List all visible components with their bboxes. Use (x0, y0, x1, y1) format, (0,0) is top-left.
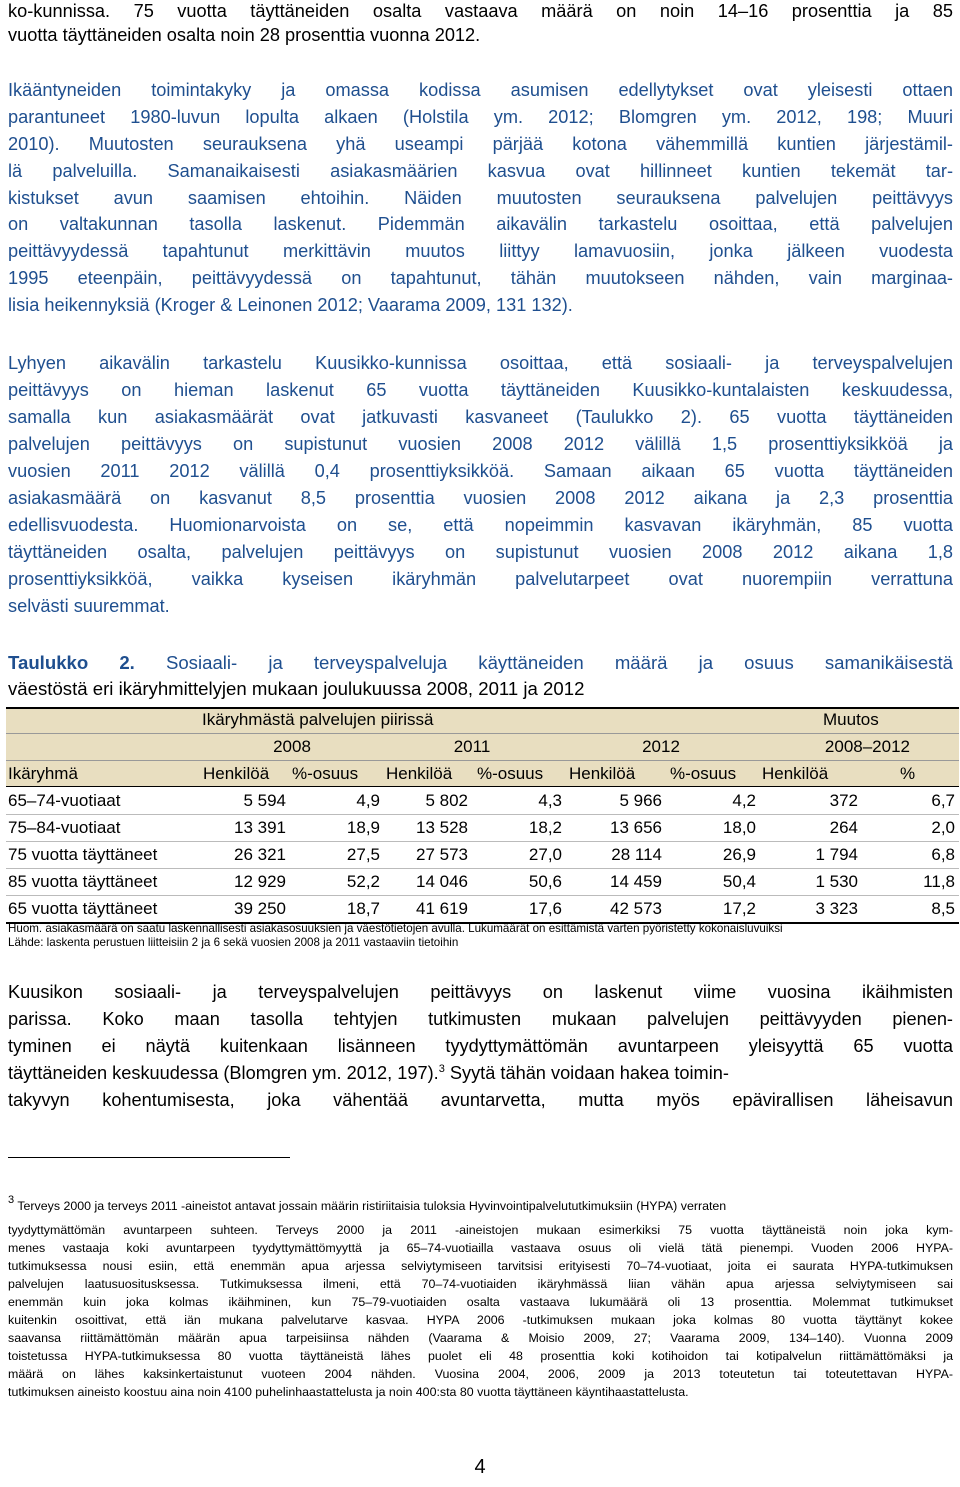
text-line (8, 1062, 729, 1084)
table-cell: 3 323 (815, 899, 858, 918)
table-cell: 52,2 (346, 872, 380, 891)
text-segment: Terveys 2000 ja terveys 2011 -aineistot antavat jossain määrin ristiriitaisia tuloksia Hyvinvointipalvelututkimuksiin (HYPA) verraten (14, 1199, 727, 1213)
col-header: %-osuus (477, 764, 544, 783)
text-line: prosenttiyksikköä, vaikka kyseisen ikäryhmän palvelutarpeet ovat nuorempiin verrattuna (8, 569, 953, 589)
table-cell: 4,9 (356, 791, 380, 810)
table-cell: 39 250 (234, 899, 286, 918)
text-line: vuotta täyttäneiden osalta noin 28 prosenttia vuonna 2012. (8, 25, 481, 45)
row-label: 65 vuotta täyttäneet (8, 899, 158, 918)
text-segment: Syytä tähän voidaan hakea toimin- (444, 1063, 729, 1083)
row-rule (6, 841, 959, 842)
text-line: kistukset avun saamisen ehtoihin. Näiden muutosten seurauksena palvelujen peittävyys (8, 188, 953, 208)
caption-line (8, 652, 953, 674)
table-cell: 1 794 (815, 845, 858, 864)
table-cell: 18,7 (346, 899, 380, 918)
table-cell: 4,3 (538, 791, 562, 810)
row-rule (6, 814, 959, 815)
header-bottom-rule (6, 786, 959, 787)
table-cell: 5 966 (619, 791, 662, 810)
table-note: Huom. asiakasmäärä on saatu laskennallisesti asiakasosuuksien ja väestötietojen avulla. Lukumäärät on esittämistä varten pyöristetty kokonaisluvuiksi (8, 922, 783, 935)
text-line: 1995 eteenpäin, peittävyydessä on tapahtunut, tähän muutokseen nähden, vain marginaa- (8, 268, 953, 288)
table-cell: 28 114 (611, 845, 662, 864)
col-header: %-osuus (670, 764, 737, 783)
text-line: peittävyys on hieman laskenut 65 vuotta täyttäneiden Kuusikko-kuntalaisten keskuudessa, (8, 380, 953, 400)
table-cell: 14 459 (610, 872, 662, 891)
footnote-line (8, 1194, 727, 1214)
table-top-rule (6, 707, 959, 709)
col-header: Henkilöä (569, 764, 636, 783)
group-header: Ikäryhmästä palvelujen piirissä (202, 710, 434, 729)
table-cell: 8,5 (931, 899, 955, 918)
header-rule (6, 760, 959, 761)
table-cell: 13 391 (234, 818, 286, 837)
table-cell: 13 656 (610, 818, 662, 837)
text-line: takyvyn kohentumisesta, joka vähentää avuntarvetta, mutta myös epävirallisen läheisavun (8, 1090, 953, 1110)
header-rule (6, 733, 959, 734)
text-line: parissa. Koko maan tasolla tehtyjen tutkimusten mukaan palvelujen peittävyyden pienen- (8, 1009, 953, 1029)
change-header: Muutos (823, 710, 879, 729)
row-label: 85 vuotta täyttäneet (8, 872, 158, 891)
table-cell: 12 929 (234, 872, 286, 891)
footnote-line: enemmän kuin joka kolmas ikäihminen, kun 75–79-vuotiaiden osalta vastaava lukumäärä oli 13 prosenttia. Molemmat tutkimukset (8, 1295, 953, 1309)
footnote-line: tutkimuksessa nousi esiin, että enemmän apua arjessa selviytymiseen tarvitsisi erityisesti 70–74-vuotiaat, joita ei saurata HYPA-tutkimuksen (8, 1259, 953, 1273)
row-rule (6, 868, 959, 869)
footnote-reference: 3 (438, 1063, 445, 1075)
text-line: parantuneet 1980-luvun lopulta alkaen (Holstila ym. 2012; Blomgren ym. 2012, 198; Muuri (8, 107, 953, 127)
year-header: 2011 (453, 737, 491, 756)
text-line: lä palveluilla. Samanaikaisesti asiakasmäärien kasvua ovat hillinneet kuntien tekemät tar- (8, 161, 953, 181)
text-line: asiakasmäärä on kasvanut 8,5 prosenttia vuosien 2008 2012 aikana ja 2,3 prosenttia (8, 488, 953, 508)
table-cell: 6,8 (931, 845, 955, 864)
table-cell: 5 802 (425, 791, 468, 810)
row-rule (6, 895, 959, 896)
text-line: edellisvuodesta. Huomionarvoista on se, että nopeimmin kasvavan ikäryhmän, 85 vuotta (8, 515, 953, 535)
year-header: 2008 (273, 737, 311, 756)
footnote-number: 3 (8, 1194, 15, 1206)
text-line: lisia heikennyksiä (Kroger & Leinonen 2012; Vaarama 2009, 131 132). (8, 295, 573, 315)
text-line: vuosien 2011 2012 välillä 0,4 prosenttiyksikköä. Samaan aikaan 65 vuotta täyttäneiden (8, 461, 953, 481)
table-cell: 41 619 (416, 899, 468, 918)
table-cell: 372 (829, 791, 858, 810)
table-cell: 1 530 (815, 872, 858, 891)
row-label: 65–74-vuotiaat (8, 791, 121, 810)
col-header: Henkilöä (762, 764, 829, 783)
text-line: ko-kunnissa. 75 vuotta täyttäneiden osalta vastaava määrä on noin 14–16 prosenttia ja 85 (8, 1, 953, 21)
footnote-separator (8, 1157, 290, 1158)
text-segment: täyttäneiden keskuudessa (Blomgren ym. 2012, 197). (8, 1063, 439, 1083)
table-cell: 264 (829, 818, 858, 837)
year-header: 2008–2012 (824, 737, 910, 756)
text-line: palvelujen peittävyys on supistunut vuosien 2008 2012 välillä 1,5 prosenttiyksikköä ja (8, 434, 953, 454)
caption-label: Taulukko 2. (8, 652, 135, 673)
text-line: samalla kun asiakasmäärät ovat jatkuvasti kasvaneet (Taulukko 2). 65 vuotta täyttäneiden (8, 407, 953, 427)
table-cell: 27,0 (528, 845, 562, 864)
table-cell: 42 573 (610, 899, 662, 918)
footnote-line: tutkimuksen aineisto koostuu aina noin 4100 puhelinhaastattelusta ja noin 400:sta 80 vuotta täyttäneen käyntihaastattelusta. (8, 1385, 689, 1399)
table-cell: 26,9 (722, 845, 756, 864)
col-header: Ikäryhmä (8, 764, 78, 783)
footnote-line: määrä on lähes kaksinkertaistunut vuoteen 2004 nähden. Vuosina 2004, 2006, 2009 ja 2013 toteutetun tai toteutettavan HYPA- (8, 1367, 953, 1381)
caption-text: Sosiaali- ja terveyspalveluja käyttäneiden määrä ja osuus samanikäisestä (165, 652, 954, 673)
footnote-line: palvelujen laatusuositusksessa. Tutkimuksessa ilmeni, että 70–74-vuotiaiden ikäryhmässä liian vähän apua arjessa selviytymiseen sai (8, 1277, 953, 1291)
table-cell: 6,7 (931, 791, 955, 810)
caption-line: väestöstä eri ikäryhmittelyjen mukaan joulukuussa 2008, 2011 ja 2012 (8, 678, 585, 699)
table-cell: 50,6 (528, 872, 562, 891)
table-cell: 17,6 (528, 899, 562, 918)
table-cell: 26 321 (234, 845, 286, 864)
table-cell: 5 594 (243, 791, 286, 810)
footnote-line: menes vastaaja koki avuntarpeen tyydyttymättömyyttä ja 65–74-vuotiailla vastaava osuus oli vielä tätä pienempi. Vuoden 2006 HYPA- (8, 1241, 953, 1255)
table-cell: 14 046 (416, 872, 468, 891)
table-cell: 27,5 (346, 845, 380, 864)
table-cell: 27 573 (416, 845, 468, 864)
table-cell: 13 528 (416, 818, 468, 837)
table-cell: 50,4 (722, 872, 756, 891)
table-cell: 18,9 (346, 818, 380, 837)
text-line: 2010). Muutosten seurauksena yhä useampi pärjää kotona vähemmillä kuntien järjestämil- (8, 134, 953, 154)
text-line: selvästi suuremmat. (8, 596, 170, 616)
row-label: 75 vuotta täyttäneet (8, 845, 158, 864)
table-cell: 11,8 (923, 872, 955, 891)
table-cell: 18,2 (528, 818, 562, 837)
col-header: %-osuus (292, 764, 359, 783)
footnote-line: kuitenkin osoittivat, että iän mukana palvelutarve kasvaa. HYPA 2006 -tutkimuksen mukaan joka kolmas 80 vuotta täyttänyt kokee (8, 1313, 953, 1327)
text-line: tyminen ei näytä kuitenkaan lisänneen tyydyttymättömän avuntarpeen yleisyyttä 65 vuotta (8, 1036, 953, 1056)
text-line: on valtakunnan tasolla laskenut. Pidemmän aikavälin tarkastelu osoittaa, että palvelujen (8, 214, 953, 234)
text-line: Ikääntyneiden toimintakyky ja omassa kodissa asumisen edellytykset ovat yleisesti ottaen (8, 80, 953, 100)
footnote-line: saavansa riittämättömän määrän apua tarpeisiinsa nähden (Vaarama & Moisio 2009, 27; Vaarama 2009, 134–140). Vuonna 2009 (8, 1331, 953, 1345)
table-cell: 4,2 (732, 791, 756, 810)
col-header: % (900, 764, 916, 783)
footnote-line: toistetussa HYPA-tutkimuksessa 80 vuotta täyttäneistä lähes puolet eli 48 prosenttia koki kotihoidon tai kotipalvelun riittämättömäksi ja (8, 1349, 953, 1363)
table-source: Lähde: laskenta perustuen liitteisiin 2 ja 6 sekä vuosien 2008 ja 2011 vastaaviin tietoihin (8, 936, 459, 949)
text-line: täyttäneiden osalta, palvelujen peittävyys on supistunut vuosien 2008 2012 aikana 1,8 (8, 542, 953, 562)
table-cell: 17,2 (722, 899, 756, 918)
table-cell: 18,0 (722, 818, 756, 837)
year-header: 2012 (642, 737, 680, 756)
row-label: 75–84-vuotiaat (8, 818, 121, 837)
table-cell: 2,0 (931, 818, 955, 837)
col-header: Henkilöä (386, 764, 453, 783)
col-header: Henkilöä (203, 764, 270, 783)
text-line: peittävyydessä tapahtunut merkittävin muutos liittyy lamavuosiin, jonka jälkeen vuodesta (8, 241, 953, 261)
text-line: Kuusikon sosiaali- ja terveyspalvelujen peittävyys on laskenut viime vuosina ikäihmisten (8, 982, 953, 1002)
text-line: Lyhyen aikavälin tarkastelu Kuusikko-kunnissa osoittaa, että sosiaali- ja terveyspalvelujen (8, 353, 953, 373)
page-number: 4 (474, 1456, 486, 1478)
footnote-line: tyydyttymättömän avuntarpeen suhteen. Terveys 2000 ja 2011 -aineistojen mukaan esimerkiksi 75 vuotta täyttäneistä noin joka kym- (8, 1223, 953, 1237)
